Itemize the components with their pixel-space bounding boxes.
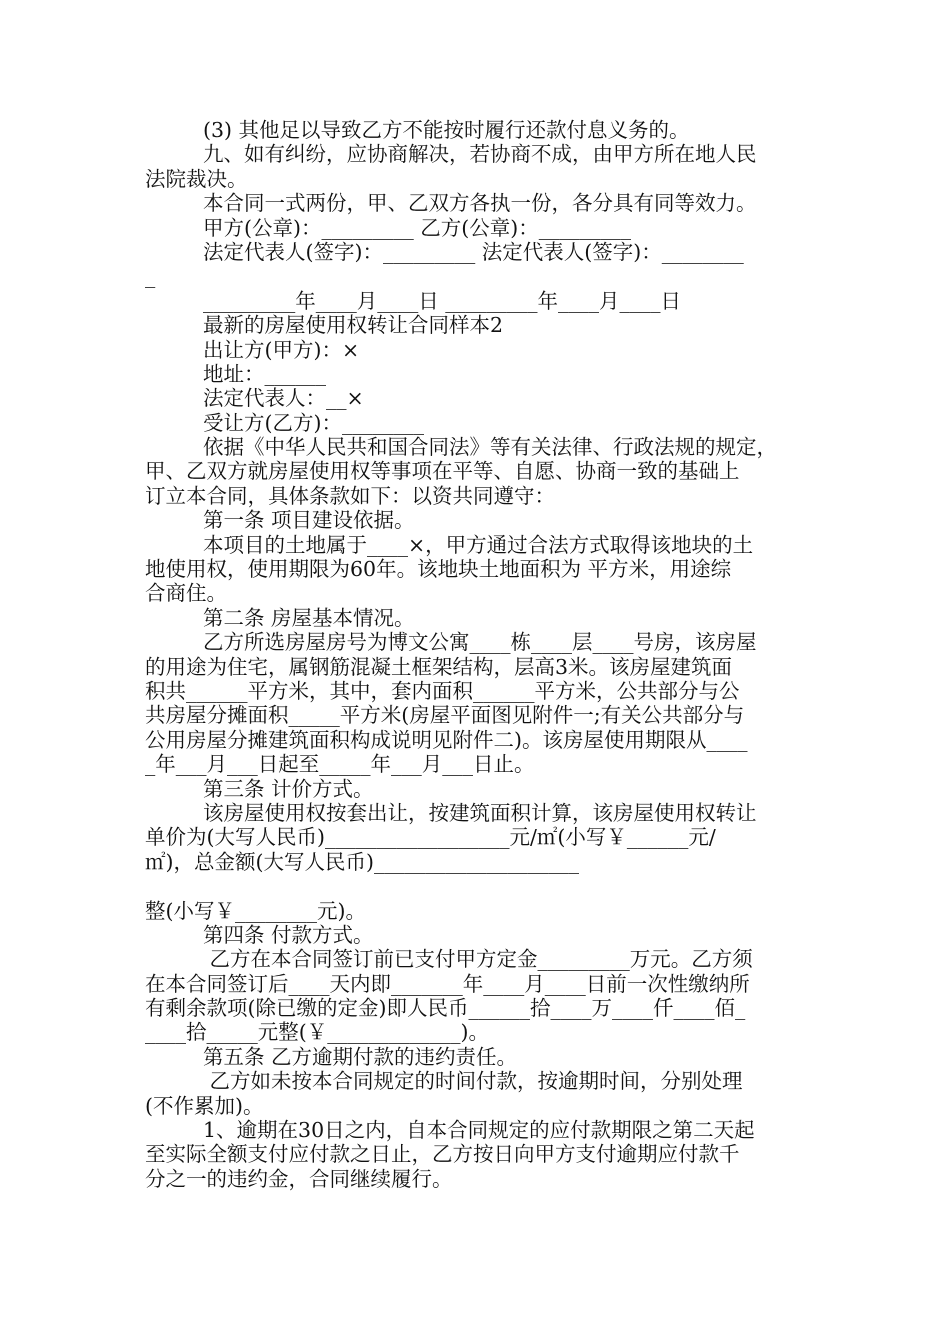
text-line: 乙方在本合同签订前已支付甲方定金_________万元。乙方须 — [203, 947, 753, 972]
text-line: 第一条 项目建设依据。 — [203, 508, 415, 533]
text-line: 至实际全额支付应付款之日止，乙方按日向甲方支付逾期应付款千 — [145, 1142, 740, 1167]
text-line: 九、如有纠纷，应协商解决，若协商不成，由甲方所在地人民 — [203, 142, 757, 167]
text-line: 乙方如未按本合同规定的时间付款，按逾期时间，分别处理 — [203, 1069, 743, 1094]
text-line: 依据《中华人民共和国合同法》等有关法律、行政法规的规定， — [203, 435, 777, 460]
text-line: 出让方(甲方)：× — [203, 337, 360, 362]
text-line: 订立本合同，具体条款如下：以资共同遵守： — [145, 483, 555, 508]
text-line: ____拾_____元整(￥_____________)。 — [145, 1020, 489, 1045]
text-line: 本项目的土地属于____×，甲方通过合法方式取得该地块的土 — [203, 532, 754, 557]
text-line: 法定代表人：__× — [203, 386, 364, 411]
text-line: (3) 其他足以导致乙方不能按时履行还款付息义务的。 — [203, 118, 690, 142]
text-line: 第二条 房屋基本情况。 — [203, 605, 415, 630]
text-line: 的用途为住宅，属钢筋混凝土框架结构，层高3米。该房屋建筑面 — [145, 654, 733, 679]
text-line: 受让方(乙方)：________ — [203, 410, 424, 435]
text-line: 合商住。 — [145, 581, 227, 606]
text-line: (不作累加)。 — [145, 1093, 264, 1118]
text-line: ㎡)，总金额(大写人民币)____________________ — [145, 849, 579, 874]
text-line: 整(小写￥________元)。 — [145, 898, 366, 923]
text-line: _________年____月____日 _________年____月____日 — [203, 288, 682, 313]
document-body — [145, 118, 815, 1191]
text-line: 在本合同签订后____天内即_______年____月____日前一次性缴纳所 — [145, 971, 750, 996]
text-line: 该房屋使用权按套出让，按建筑面积计算，该房屋使用权转让 — [203, 800, 757, 825]
text-line: 共房屋分摊面积_____平方米(房屋平面图见附件一;有关公共部分与 — [145, 703, 745, 728]
text-line: 地使用权，使用期限为60年。该地块土地面积为 平方米，用途综 — [145, 557, 732, 582]
text-line: 最新的房屋使用权转让合同样本2 — [203, 313, 504, 338]
text-line: 甲、乙双方就房屋使用权等事项在平等、自愿、协商一致的基础上 — [145, 459, 740, 484]
text-line: _ — [145, 264, 156, 289]
text-line: 第五条 乙方逾期付款的违约责任。 — [203, 1044, 518, 1069]
text-line: 单价为(大写人民币)__________________元/㎡(小写￥______元/ — [145, 825, 716, 850]
text-line: 地址：______ — [203, 361, 326, 386]
text-line: 第四条 付款方式。 — [203, 922, 374, 947]
text-line: 乙方所选房屋房号为博文公寓____栋____层____号房，该房屋 — [203, 630, 757, 655]
text-line: _年___月___日起至_____年___月___日止。 — [145, 752, 535, 777]
text-line: 法院裁决。 — [145, 166, 248, 191]
text-line: 有剩余款项(除已缴的定金)即人民币______拾____万____仟____佰_ — [145, 996, 746, 1021]
text-line — [145, 874, 815, 898]
text-line: 积共______平方米，其中，套内面积______平方米，公共部分与公 — [145, 678, 740, 703]
text-line: 甲方(公章)：_________ 乙方(公章)：_________ — [203, 215, 632, 240]
text-line: 本合同一式两份，甲、乙双方各执一份，各分具有同等效力。 — [203, 191, 757, 216]
text-line: 分之一的违约金，合同继续履行。 — [145, 1166, 453, 1191]
text-line: 公用房屋分摊建筑面积构成说明见附件二)。该房屋使用期限从____ — [145, 727, 748, 752]
text-line: 法定代表人(签字)：_________ 法定代表人(签字)：________ — [203, 239, 744, 264]
text-line: 第三条 计价方式。 — [203, 776, 374, 801]
text-line: 1、逾期在30日之内，自本合同规定的应付款期限之第二天起 — [203, 1118, 755, 1143]
